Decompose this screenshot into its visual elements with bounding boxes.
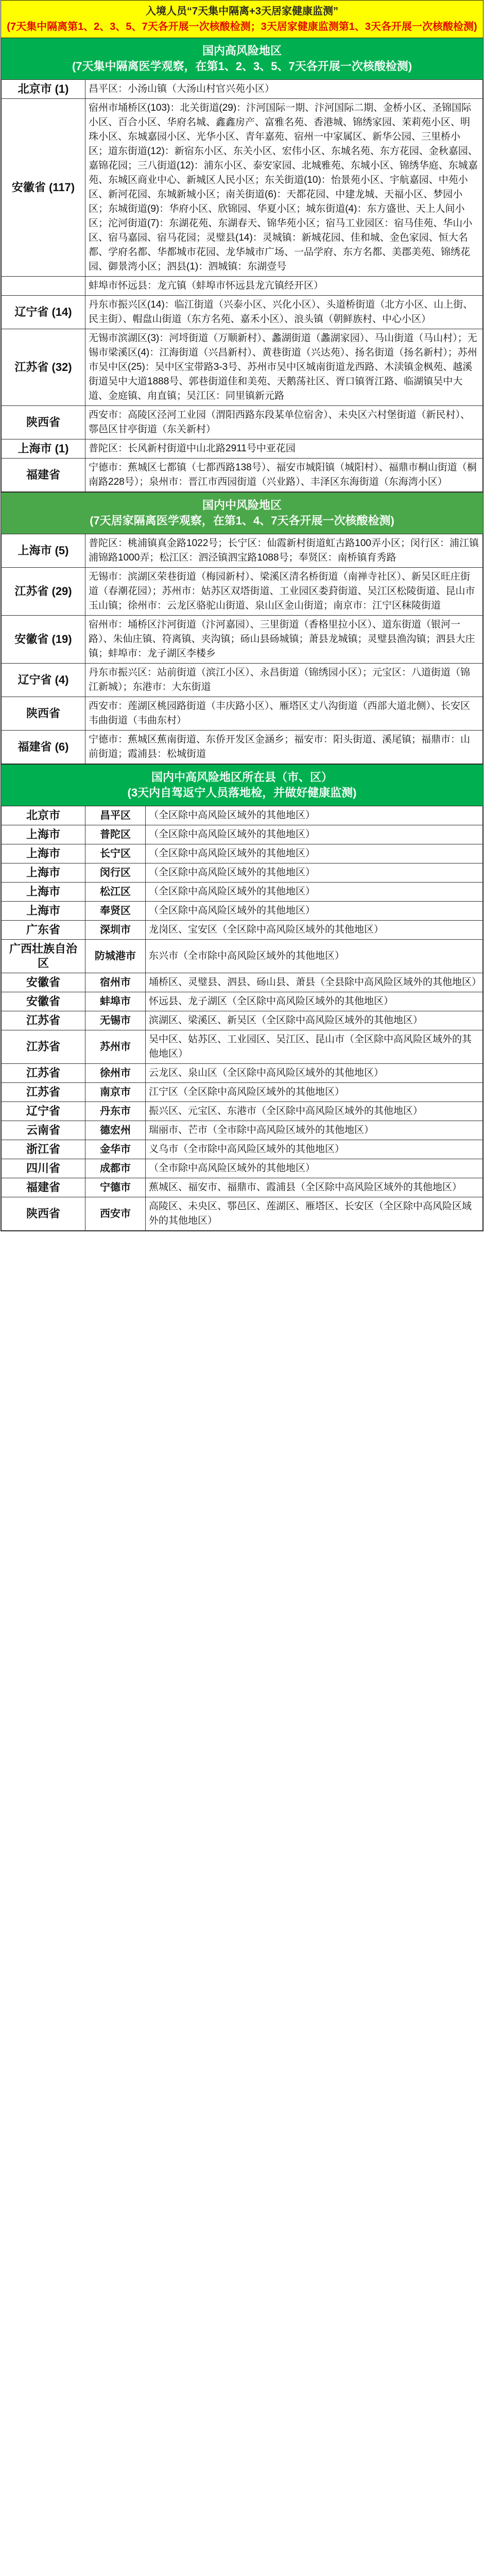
- low-risk-subtitle: (3天内自驾返宁人员落地检，并做好健康监测): [127, 786, 357, 799]
- area-list-cell: 义乌市（全市除中高风险区域外的其他地区）: [146, 1140, 483, 1159]
- low-risk-title: 国内中高风险地区所在县（市、区）: [151, 771, 333, 784]
- mid-risk-title: 国内中风险地区: [202, 499, 282, 512]
- province-cell: 江苏省: [2, 1011, 85, 1030]
- city-cell: 南京市: [85, 1083, 146, 1102]
- area-list-cell: 丹东市振兴区：站前街道（滨江小区）、永昌街道（锦绣园小区）；元宝区：八道街道（锦江新城）；东港市：大东街道: [85, 664, 483, 697]
- table-row: [2, 1083, 483, 1102]
- table-row: [2, 1064, 483, 1083]
- city-cell: 防城港市: [85, 940, 146, 973]
- city-cell: 奉贤区: [85, 902, 146, 921]
- province-cell: 福建省: [2, 1178, 85, 1197]
- province-cell: 北京市 (1): [2, 80, 85, 99]
- province-cell: 江苏省 (29): [2, 568, 85, 616]
- table-row: [2, 1159, 483, 1178]
- area-list-cell: （全区除中高风险区域外的其他地区）: [146, 902, 483, 921]
- area-list-cell: （全区除中高风险区域外的其他地区）: [146, 863, 483, 883]
- area-list-cell: 宿州市埇桥区(103)：北关街道(29)：汴河国际一期、汴河国际二期、金桥小区、圣锦国际小区、百合小区、华府名城、鑫鑫房产、富雅名苑、香港城、锦绣家园、茉莉苑小区、明珠小区、东城嘉园小区、光华小区、青年嘉苑、宿州一中家属区、新华公园、三里桥小区；道东街道(12)：新宿东小区、东关小区、宏伟小区、东城名苑、东方花园、金秋嘉园、嘉锦花园；三八街道(12)：浦东小区、泰安家园、北城雅苑、东城小区、锦绣华庭、东城嘉苑、东城区商业中心、新城区人民小区；东关街道(10)：怡景苑小区、宇航嘉园、中苑小区、新河花园、东城新城小区；南关街道(6)：天都花园、中建龙城、天福小区、梦园小区；东城街道(9)：华府小区、欣锦园、华夏小区；城东街道(4)：东方盛世、天上人间小区；沱河街道(7)：东湖花苑、东湖春天、锦华苑小区；宿马工业园区：宿马佳苑、华山小区、宿马嘉园、宿马花园；灵璧县(14)：灵城镇：新城花园、佳和城、金色家园、恒大名都、学府名都、华都城市花园、龙华城市广场、一品学府、东方名都、美郡美苑、锦绣花园、御景湾小区；泗县(1)：泗城镇：东湖壹号: [85, 99, 483, 277]
- high-risk-section-header: [1, 38, 483, 79]
- city-cell: 德宏州: [85, 1121, 146, 1140]
- area-list-cell: （全区除中高风险区域外的其他地区）: [146, 883, 483, 902]
- area-list-cell: 吴中区、姑苏区、工业园区、吴江区、昆山市（全区除中高风险区域外的其他地区）: [146, 1030, 483, 1064]
- city-cell: 苏州市: [85, 1030, 146, 1064]
- province-cell: 北京市: [2, 806, 85, 825]
- province-cell: 陕西省: [2, 697, 85, 731]
- table-row: [2, 277, 483, 296]
- province-cell: 辽宁省 (14): [2, 296, 85, 329]
- city-cell: 深圳市: [85, 921, 146, 940]
- area-list-cell: 怀远县、龙子湖区（全区除中高风险区域外的其他地区）: [146, 992, 483, 1011]
- province-cell: 上海市 (1): [2, 439, 85, 459]
- province-cell: 陕西省: [2, 1197, 85, 1231]
- province-cell: 四川省: [2, 1159, 85, 1178]
- province-cell: 安徽省 (117): [2, 99, 85, 277]
- table-row: [2, 806, 483, 825]
- province-cell: 福建省 (6): [2, 731, 85, 764]
- province-cell: 福建省: [2, 459, 85, 492]
- area-list-cell: 西安市：高陵区泾河工业园（渭阳西路东段某单位宿舍）、未央区六村堡街道（新民村）、鄠邑区甘亭街道（东关新村）: [85, 406, 483, 439]
- table-row: [2, 992, 483, 1011]
- province-cell: 上海市: [2, 863, 85, 883]
- table-row: [2, 921, 483, 940]
- table-row: [2, 973, 483, 992]
- table-row: [2, 616, 483, 664]
- province-cell: 上海市: [2, 902, 85, 921]
- inbound-header: [1, 1, 483, 38]
- area-list-cell: 东兴市（全市除中高风险区域外的其他地区）: [146, 940, 483, 973]
- table-row: [2, 844, 483, 863]
- city-cell: 昌平区: [85, 806, 146, 825]
- table-row: [2, 99, 483, 277]
- province-cell: [2, 277, 85, 296]
- area-list-cell: 宁德市：蕉城区蕉南街道、东侨开发区金涵乡；福安市：阳头街道、溪尾镇；福鼎市：山前街道；霞浦县：松城街道: [85, 731, 483, 764]
- area-list-cell: 云龙区、泉山区（全区除中高风险区域外的其他地区）: [146, 1064, 483, 1083]
- area-list-cell: 滨湖区、梁溪区、新吴区（全区除中高风险区域外的其他地区）: [146, 1011, 483, 1030]
- city-cell: 金华市: [85, 1140, 146, 1159]
- mid-risk-table: [1, 534, 483, 764]
- city-cell: 丹东市: [85, 1102, 146, 1121]
- high-risk-table: [1, 79, 483, 492]
- area-list-cell: 普陀区：桃浦镇真金路1022号；长宁区：仙霞新村街道虹古路100弄小区；闵行区：浦江镇浦锦路1000弄；松江区：泗泾镇泗宝路1088号；奉贤区：南桥镇育秀路: [85, 534, 483, 568]
- city-cell: 西安市: [85, 1197, 146, 1231]
- table-row: [2, 883, 483, 902]
- city-cell: 无锡市: [85, 1011, 146, 1030]
- area-list-cell: （全市除中高风险区域外的其他地区）: [146, 1159, 483, 1178]
- table-row: [2, 1030, 483, 1064]
- province-cell: 辽宁省 (4): [2, 664, 85, 697]
- province-cell: 辽宁省: [2, 1102, 85, 1121]
- area-list-cell: 昌平区：小汤山镇（大汤山村官兴苑小区）: [85, 80, 483, 99]
- province-cell: 江苏省: [2, 1083, 85, 1102]
- province-cell: 江苏省: [2, 1064, 85, 1083]
- province-cell: 江苏省 (32): [2, 329, 85, 406]
- area-list-cell: 宿州市：埇桥区汴河街道（汴河嘉园）、三里街道（香格里拉小区）、道东街道（银河一路）、朱仙庄镇、符离镇、夹沟镇；砀山县砀城镇；萧县龙城镇；灵璧县渔沟镇；泗县大庄镇；蚌埠市：龙子湖区李楼乡: [85, 616, 483, 664]
- area-list-cell: 普陀区：长风新村街道中山北路2911号中亚花园: [85, 439, 483, 459]
- area-list-cell: 龙岗区、宝安区（全区除中高风险区域外的其他地区）: [146, 921, 483, 940]
- table-row: [2, 664, 483, 697]
- area-list-cell: 蚌埠市怀远县：龙亢镇（蚌埠市怀远县龙亢镇经开区）: [85, 277, 483, 296]
- province-cell: 广东省: [2, 921, 85, 940]
- area-list-cell: 宁德市：蕉城区七都镇（七都西路138号）、福安市城阳镇（城阳村）、福鼎市桐山街道（桐南路228号）；泉州市：晋江市西园街道（兴业路）、丰泽区东海街道（东海湾小区）: [85, 459, 483, 492]
- risk-area-notice: [1, 0, 483, 1231]
- inbound-title: 入境人员“7天集中隔离+3天居家健康监测”: [146, 6, 338, 17]
- table-row: [2, 329, 483, 406]
- area-list-cell: （全区除中高风险区域外的其他地区）: [146, 806, 483, 825]
- table-row: [2, 1140, 483, 1159]
- table-row: [2, 940, 483, 973]
- area-list-cell: （全区除中高风险区域外的其他地区）: [146, 825, 483, 844]
- province-cell: 安徽省 (19): [2, 616, 85, 664]
- area-list-cell: 无锡市滨湖区(3)：河埒街道（万顺新村）、蠡湖街道（蠡湖家园）、马山街道（马山村）；无锡市梁溪区(4)：江海街道（兴昌新村）、黄巷街道（兴达苑）、扬名街道（扬名新村）；苏州市吴中区(25)：吴中区宝带路3-3号、苏州市吴中区城南街道龙西路、木渎镇金枫苑、越溪街道吴中大道1888号、郭巷街道佳和美苑、天鹅荡社区、胥口镇胥江路、临湖镇吴中大道、金庭镇、甪直镇；吴江区：同里镇新元路: [85, 329, 483, 406]
- mid-risk-subtitle: (7天居家隔离医学观察，在第1、4、7天各开展一次核酸检测): [90, 514, 394, 527]
- table-row: [2, 825, 483, 844]
- table-row: [2, 1121, 483, 1140]
- mid-risk-section-header: [1, 492, 483, 534]
- city-cell: 宁德市: [85, 1178, 146, 1197]
- city-cell: 徐州市: [85, 1064, 146, 1083]
- area-list-cell: （全区除中高风险区域外的其他地区）: [146, 844, 483, 863]
- table-row: [2, 902, 483, 921]
- area-list-cell: 江宁区（全区除中高风险区域外的其他地区）: [146, 1083, 483, 1102]
- city-cell: 长宁区: [85, 844, 146, 863]
- area-list-cell: 蕉城区、福安市、福鼎市、霞浦县（全区除中高风险区域外的其他地区）: [146, 1178, 483, 1197]
- province-cell: 上海市: [2, 825, 85, 844]
- city-cell: 松江区: [85, 883, 146, 902]
- high-risk-title: 国内高风险地区: [202, 44, 282, 57]
- province-cell: 浙江省: [2, 1140, 85, 1159]
- table-row: [2, 296, 483, 329]
- city-cell: 普陀区: [85, 825, 146, 844]
- area-list-cell: 西安市：莲湖区桃园路街道（丰庆路小区）、雁塔区丈八沟街道（西部大道北侧）、长安区韦曲街道（韦曲东村）: [85, 697, 483, 731]
- province-cell: 江苏省: [2, 1030, 85, 1064]
- province-cell: 陕西省: [2, 406, 85, 439]
- area-list-cell: 无锡市：滨湖区荣巷街道（梅园新村）、梁溪区清名桥街道（南禅寺社区）、新吴区旺庄街道（春潮花园）；苏州市：姑苏区双塔街道、工业园区娄葑街道、吴江区松陵街道、昆山市玉山镇；徐州市：云龙区骆驼山街道、泉山区金山街道；南京市：江宁区秣陵街道: [85, 568, 483, 616]
- table-row: [2, 731, 483, 764]
- table-row: [2, 1011, 483, 1030]
- table-row: [2, 697, 483, 731]
- province-cell: 上海市: [2, 883, 85, 902]
- province-cell: 广西壮族自治区: [2, 940, 85, 973]
- area-list-cell: 埇桥区、灵璧县、泗县、砀山县、萧县（全县除中高风险区域外的其他地区）: [146, 973, 483, 992]
- table-row: [2, 534, 483, 568]
- area-list-cell: 瑞丽市、芒市（全市除中高风险区域外的其他地区）: [146, 1121, 483, 1140]
- province-cell: 上海市 (5): [2, 534, 85, 568]
- province-cell: 上海市: [2, 844, 85, 863]
- city-cell: 成都市: [85, 1159, 146, 1178]
- city-cell: 闵行区: [85, 863, 146, 883]
- city-cell: 宿州市: [85, 973, 146, 992]
- high-risk-subtitle: (7天集中隔离医学观察，在第1、2、3、5、7天各开展一次核酸检测): [72, 60, 412, 73]
- province-cell: 云南省: [2, 1121, 85, 1140]
- area-list-cell: 丹东市振兴区(14)：临江街道（兴泰小区、兴化小区）、头道桥街道（北方小区、山上街、民主街）、帽盘山街道（东方名苑、嘉禾小区）、浪头镇（朝鲜族村、中心小区）: [85, 296, 483, 329]
- city-cell: 蚌埠市: [85, 992, 146, 1011]
- table-row: [2, 406, 483, 439]
- table-row: [2, 80, 483, 99]
- area-list-cell: 高陵区、未央区、鄠邑区、莲湖区、雁塔区、长安区（全区除中高风险区域外的其他地区）: [146, 1197, 483, 1231]
- table-row: [2, 1102, 483, 1121]
- inbound-subtitle: (7天集中隔离第1、2、3、5、7天各开展一次核酸检测；3天居家健康监测第1、3天各开展一次核酸检测): [7, 21, 477, 32]
- area-list-cell: 振兴区、元宝区、东港市（全区除中高风险区域外的其他地区）: [146, 1102, 483, 1121]
- low-risk-section-header: [1, 764, 483, 806]
- table-row: [2, 568, 483, 616]
- province-cell: 安徽省: [2, 992, 85, 1011]
- table-row: [2, 439, 483, 459]
- table-row: [2, 863, 483, 883]
- province-cell: 安徽省: [2, 973, 85, 992]
- county-table: [1, 806, 483, 1231]
- table-row: [2, 1197, 483, 1231]
- table-row: [2, 459, 483, 492]
- table-row: [2, 1178, 483, 1197]
